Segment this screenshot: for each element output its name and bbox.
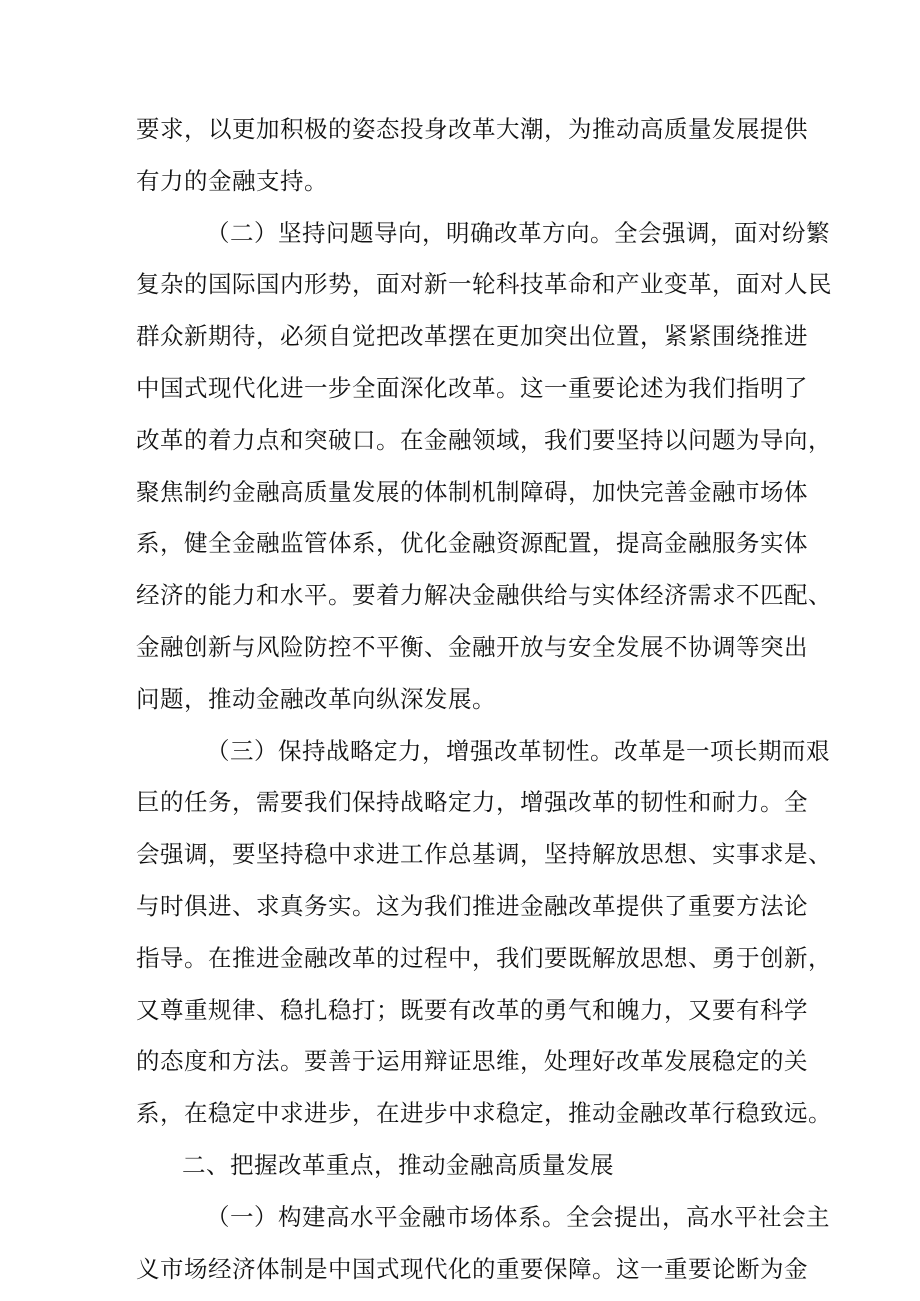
text-line: 系，健全金融监管体系，优化金融资源配置，提高金融服务实体 xyxy=(136,529,808,558)
text-line: 聚焦制约金融高质量发展的体制机制障碍，加快完善金融市场体 xyxy=(136,477,808,506)
text-line: 义市场经济体制是中国式现代化的重要保障。这一重要论断为金 xyxy=(136,1254,808,1283)
text-line: 复杂的国际国内形势，面对新一轮科技革命和产业变革，面对人民 xyxy=(136,270,832,299)
text-line: 中国式现代化进一步全面深化改革。这一重要论述为我们指明了 xyxy=(136,373,808,402)
text-line: （一）构建高水平金融市场体系。全会提出，高水平社会主 xyxy=(206,1202,830,1231)
text-line: 会强调，要坚持稳中求进工作总基调，坚持解放思想、实事求是、 xyxy=(136,840,832,869)
text-line: 改革的着力点和突破口。在金融领域，我们要坚持以问题为导向， xyxy=(136,425,832,454)
document-body xyxy=(136,104,832,1295)
text-line: （二）坚持问题导向，明确改革方向。全会强调，面对纷繁 xyxy=(206,218,830,247)
text-line: 又尊重规律、稳扎稳打；既要有改革的勇气和魄力，又要有科学 xyxy=(136,995,808,1024)
text-line: 要求，以更加积极的姿态投身改革大潮，为推动高质量发展提供 xyxy=(136,115,808,143)
text-line: 巨的任务，需要我们保持战略定力，增强改革的韧性和耐力。全 xyxy=(136,788,808,817)
text-line: 的态度和方法。要善于运用辩证思维，处理好改革发展稳定的关 xyxy=(136,1047,808,1076)
text-line: 金融创新与风险防控不平衡、金融开放与安全发展不协调等突出 xyxy=(136,632,808,661)
text-line: （三）保持战略定力，增强改革韧性。改革是一项长期而艰 xyxy=(206,736,830,765)
text-line: 群众新期待，必须自觉把改革摆在更加突出位置，紧紧围绕推进 xyxy=(136,322,808,351)
text-line: 指导。在推进金融改革的过程中，我们要既解放思想、勇于创新， xyxy=(136,943,832,972)
text-line: 问题，推动金融改革向纵深发展。 xyxy=(136,684,496,713)
text-line: 系，在稳定中求进步，在进步中求稳定，推动金融改革行稳致远。 xyxy=(136,1099,832,1128)
text-line: 有力的金融支持。 xyxy=(136,166,328,195)
text-line: 经济的能力和水平。要着力解决金融供给与实体经济需求不匹配、 xyxy=(136,581,832,610)
text-line: 与时俱进、求真务实。这为我们推进金融改革提供了重要方法论 xyxy=(136,891,808,920)
section-heading: 二、把握改革重点，推动金融高质量发展 xyxy=(182,1150,614,1179)
